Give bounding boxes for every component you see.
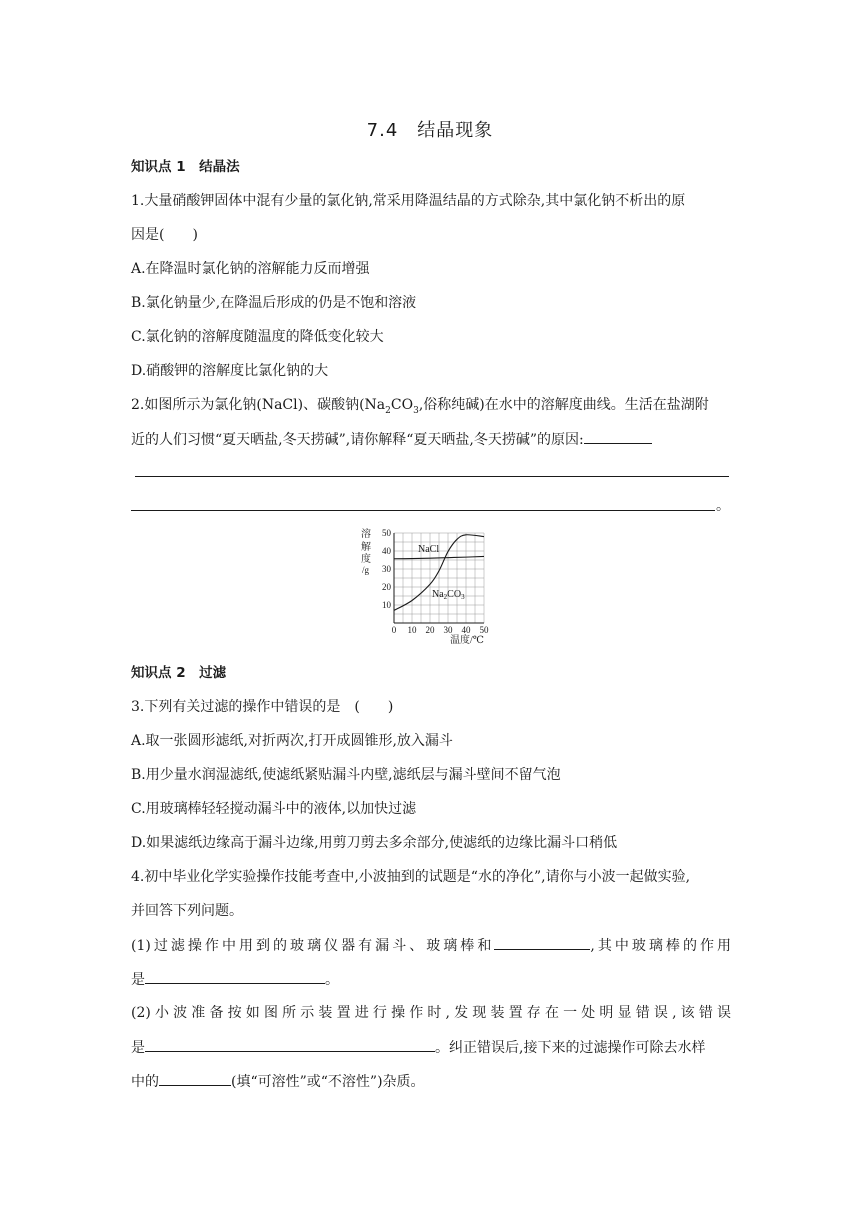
question-4-stem-line-2: 并回答下列问题。 <box>131 903 243 919</box>
question-4-part-1-line-2: 是 。 <box>131 969 731 990</box>
question-4-stem-line-1: 4.初中毕业化学实验操作技能考查中,小波抽到的试题是“水的净化”,请你与小波一起做实验, <box>131 869 691 885</box>
question-4-part-1-line-1: (1)过滤操作中用到的玻璃仪器有漏斗、玻璃棒和 ,其中玻璃棒的作用 <box>131 935 731 956</box>
question-3-option-b[interactable]: B.用少量水润湿滤纸,使滤纸紧贴漏斗内壁,滤纸层与漏斗壁间不留气泡 <box>131 767 561 783</box>
na2co3-series-label: $Na_2CO_3$ <box>432 589 465 601</box>
chart-ylabel-char: 溶 <box>361 529 371 540</box>
x-tick-label: 40 <box>461 625 471 635</box>
chart-ylabel-char: 解 <box>361 542 371 553</box>
y-tick-label: 10 <box>382 600 391 610</box>
section-heading-filtration: 知识点 2 过滤 <box>131 665 227 681</box>
answer-end-mark: 。 <box>716 498 730 514</box>
question-4-part-2-line-1: (2)小波准备按如图所示装置进行操作时,发现装置存在一处明显错误,该错误 <box>131 1005 731 1021</box>
x-tick-label: 20 <box>425 625 435 635</box>
page-title: 7.4 结晶现象 <box>366 120 494 141</box>
question-1-stem-line-2: 因是( ) <box>131 227 198 243</box>
x-tick-label: 0 <box>391 625 397 635</box>
question-1-option-d[interactable]: D.硝酸钾的溶解度比氯化钠的大 <box>131 363 329 379</box>
question-3-stem: 3.下列有关过滤的操作中错误的是 ( ) <box>131 699 394 715</box>
solubility-curve-chart <box>360 525 510 647</box>
question-3-option-d[interactable]: D.如果滤纸边缘高于漏斗边缘,用剪刀剪去多余部分,使滤纸的边缘比漏斗口稍低 <box>131 835 618 851</box>
answer-blank-impurity-type[interactable] <box>159 1071 231 1086</box>
question-1-stem-line-1: 1.大量硝酸钾固体中混有少量的氯化钠,常采用降温结晶的方式除杂,其中氯化钠不析出的原 <box>131 193 686 209</box>
question-1-option-b[interactable]: B.氯化钠量少,在降温后形成的仍是不饱和溶液 <box>131 295 417 311</box>
question-1-option-c[interactable]: C.氯化钠的溶解度随温度的降低变化较大 <box>131 329 384 345</box>
nacl-series-label: NaCl <box>418 544 440 555</box>
question-3-option-a[interactable]: A.取一张圆形滤纸,对折两次,打开成圆锥形,放入漏斗 <box>131 733 453 749</box>
question-4-part-2-line-3: 中的 (填“可溶性”或“不溶性”)杂质。 <box>131 1071 731 1092</box>
y-tick-label: 20 <box>382 582 391 592</box>
chart-x-axis-label: 温度/℃ <box>450 635 484 646</box>
answer-blank-glass-rod-function[interactable] <box>145 969 325 984</box>
question-4-part-2-line-2: 是 。纠正错误后,接下来的过滤操作可除去水样 <box>131 1037 731 1058</box>
chart-ylabel-char: 度 <box>361 554 371 565</box>
answer-blank[interactable] <box>584 429 652 444</box>
answer-line-1[interactable] <box>135 476 729 477</box>
y-tick-label: 40 <box>382 546 391 556</box>
answer-blank-error[interactable] <box>145 1037 435 1052</box>
chart-ylabel-char: /g <box>362 565 370 575</box>
x-tick-label: 10 <box>407 625 417 635</box>
question-2-stem-line-2: 近的人们习惯“夏天晒盐,冬天捞碱”,请你解释“夏天晒盐,冬天捞碱”的原因: <box>131 429 731 450</box>
question-1-option-a[interactable]: A.在降温时氯化钠的溶解能力反而增强 <box>131 261 370 277</box>
answer-line-2[interactable] <box>131 510 715 511</box>
x-tick-label: 30 <box>443 625 453 635</box>
chart-y-axis-label <box>361 527 371 575</box>
question-3-option-c[interactable]: C.用玻璃棒轻轻搅动漏斗中的液体,以加快过滤 <box>131 801 417 817</box>
answer-blank-glass-instrument[interactable] <box>494 935 590 950</box>
y-tick-label: 50 <box>382 528 391 538</box>
y-tick-label: 30 <box>382 564 391 574</box>
question-2-stem-line-1: 2.如图所示为氯化钠(NaCl)、碳酸钠($Na_2CO_3$,俗称纯碱)在水中的溶解度曲线。生活在盐湖附 <box>131 397 709 416</box>
section-heading-crystallization: 知识点 1 结晶法 <box>131 159 240 175</box>
x-tick-label: 50 <box>479 625 489 635</box>
